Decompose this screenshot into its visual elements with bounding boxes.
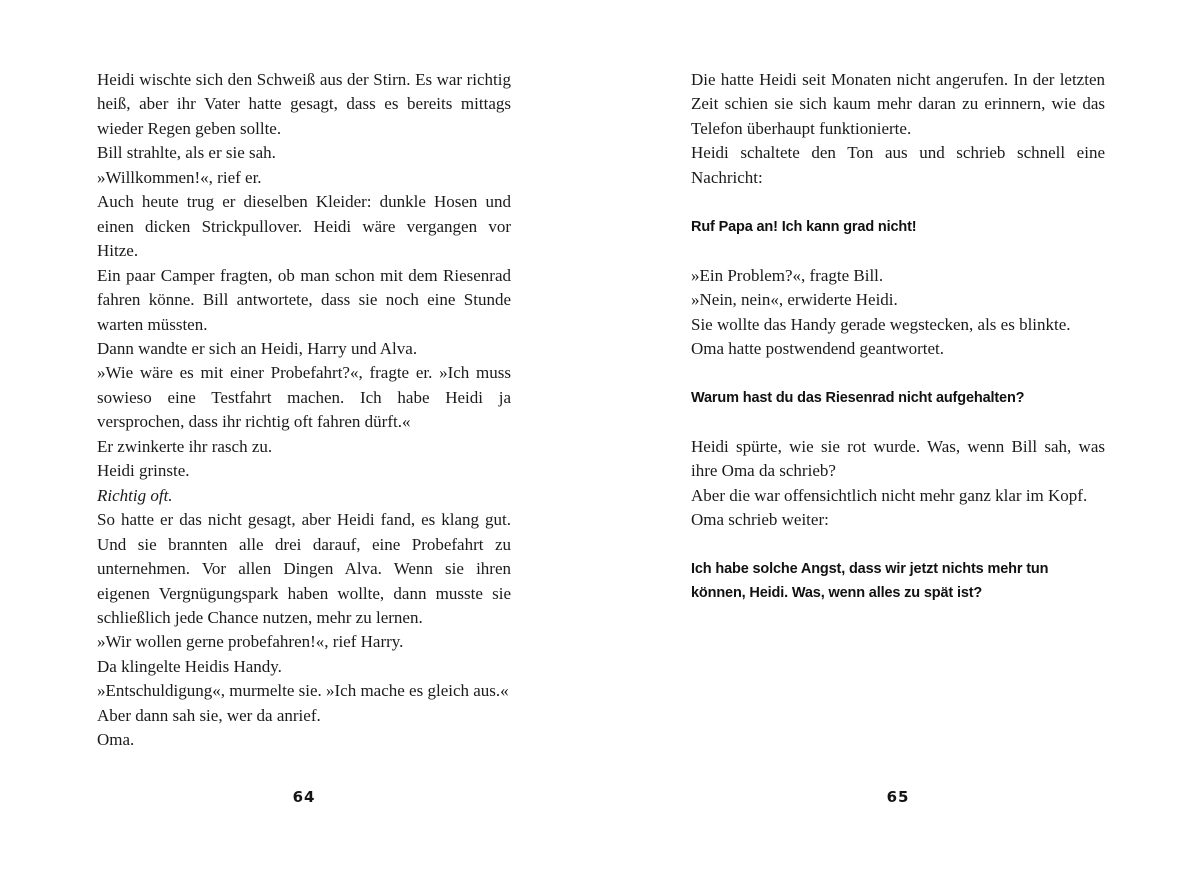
paragraph: Heidi wischte sich den Schweiß aus der Stirn. Es war richtig heiß, aber ihr Vater hatte gesagt, dass es bereits mittags wieder Regen geben sollte. (97, 70, 511, 138)
paragraph: Heidi grinste. (97, 461, 190, 481)
paragraph-italic: Richtig oft. (97, 485, 173, 505)
sms-message: Ich habe solche Angst, dass wir jetzt nichts mehr tun können, Heidi. Was, wenn alles zu spät ist? (691, 560, 1049, 602)
paragraph: Bill strahlte, als er sie sah. (97, 143, 276, 163)
paragraph: Da klingelte Heidis Handy. (97, 656, 282, 676)
page-number-right: 65 (886, 788, 910, 806)
page-number-left: 64 (292, 788, 316, 806)
paragraph: Oma hatte postwendend geantwortet. (691, 338, 945, 358)
paragraph: Dann wandte er sich an Heidi, Harry und Alva. (97, 338, 418, 358)
paragraph: Oma. (97, 730, 135, 750)
paragraph: »Wir wollen gerne probefahren!«, rief Harry. (97, 632, 404, 652)
paragraph: »Entschuldigung«, murmelte sie. »Ich mache es gleich aus.« (97, 681, 509, 701)
paragraph: »Nein, nein«, erwiderte Heidi. (691, 290, 898, 310)
sms-message: Ruf Papa an! Ich kann grad nicht! (691, 218, 917, 235)
paragraph: Ein paar Camper fragten, ob man schon mit dem Riesenrad fahren könne. Bill antwortete, dass sie noch eine Stunde warten müssten. (97, 265, 511, 334)
left-page-text-column (97, 68, 511, 753)
paragraph: Die hatte Heidi seit Monaten nicht angerufen. In der letzten Zeit schien sie sich kaum mehr daran zu erinnern, wie das Telefon überhaupt funktionierte. (691, 70, 1105, 138)
paragraph: Er zwinkerte ihr rasch zu. (97, 436, 273, 456)
paragraph: Sie wollte das Handy gerade wegstecken, als es blinkte. (691, 314, 1071, 334)
sms-message: Warum hast du das Riesenrad nicht aufgehalten? (691, 389, 1025, 406)
paragraph: So hatte er das nicht gesagt, aber Heidi fand, es klang gut. Und sie brannten alle drei darauf, eine Probefahrt zu unternehmen. Vor allen Dingen Alva. Wenn sie ihren eigenen Vergnügungspark haben wollte, dann musste sie schließlich jede Chance nutzen, mehr zu lernen. (97, 510, 511, 627)
paragraph: Heidi spürte, wie sie rot wurde. Was, wenn Bill sah, was ihre Oma da schrieb? (691, 436, 1105, 481)
right-page-text-column (691, 68, 1105, 630)
paragraph: Heidi schaltete den Ton aus und schrieb schnell eine Nachricht: (691, 143, 1105, 187)
paragraph: »Wie wäre es mit einer Probefahrt?«, fragte er. »Ich muss sowieso eine Testfahrt machen. Ich habe Heidi ja versprochen, dass ihr richtig oft fahren dürft.« (97, 363, 511, 432)
paragraph: Aber die war offensichtlich nicht mehr ganz klar im Kopf. (691, 485, 1088, 505)
paragraph: Aber dann sah sie, wer da anrief. (97, 705, 321, 725)
paragraph: Oma schrieb weiter: (691, 510, 829, 530)
paragraph: »Ein Problem?«, fragte Bill. (691, 265, 884, 285)
paragraph: »Willkommen!«, rief er. (97, 167, 262, 187)
paragraph: Auch heute trug er dieselben Kleider: dunkle Hosen und einen dicken Strickpullover. Heidi wäre vergangen vor Hitze. (97, 192, 511, 261)
